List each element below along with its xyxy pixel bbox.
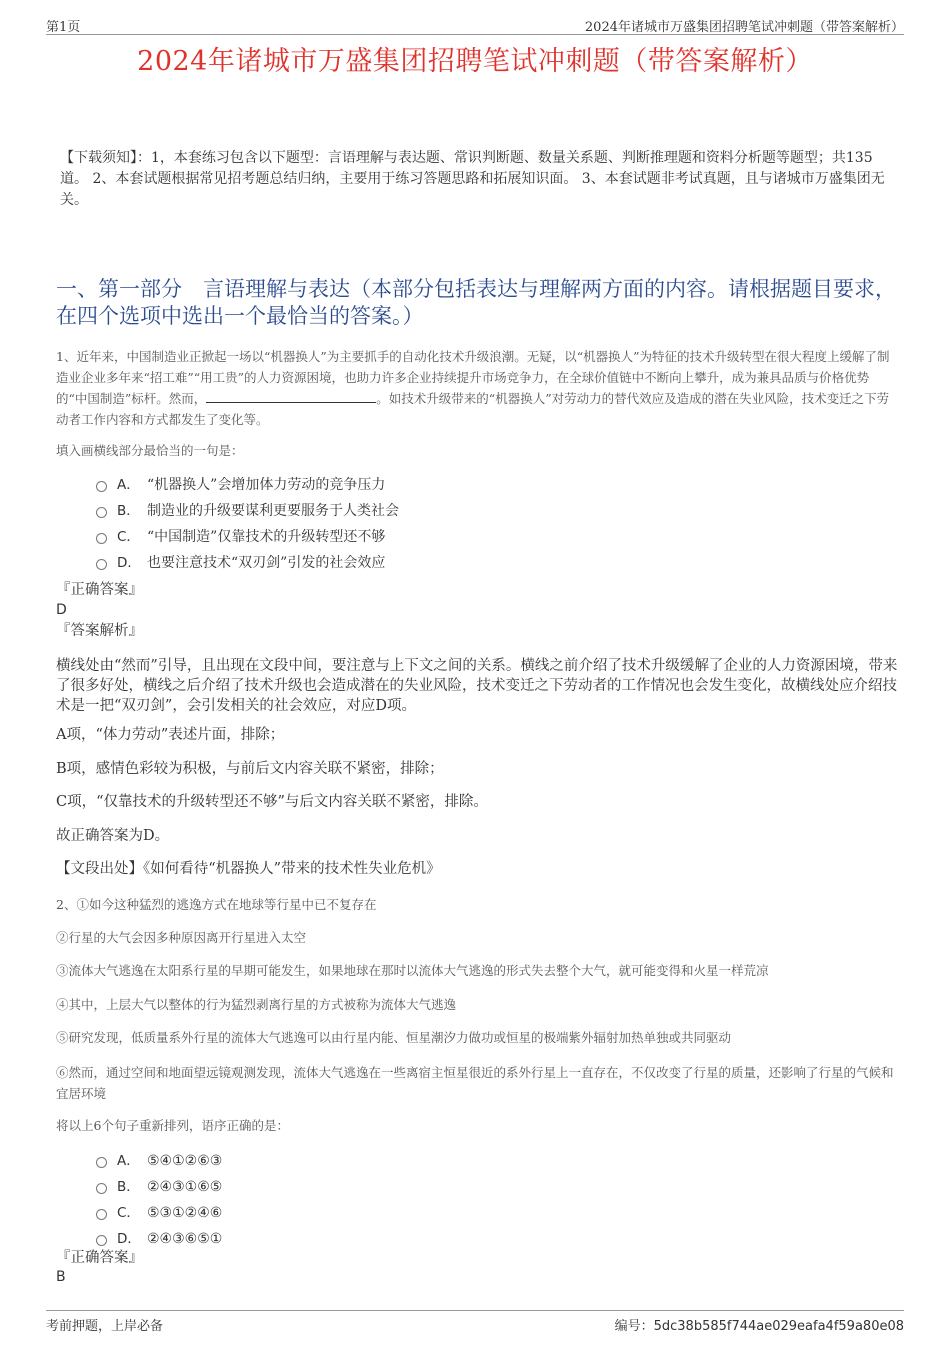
source-citation: 【文段出处】《如何看待“机器换人”带来的技术性失业危机》 — [56, 861, 441, 877]
question-2-sentence: ⑤研究发现，低质量系外行星的流体大气逃逸可以由行星内能、恒星潮汐力做功或恒星的极端紫外辐射加热单独或共同驱动 — [56, 1030, 732, 1045]
option-c[interactable]: C． ⑤③①②④⑥ — [96, 1200, 222, 1226]
question-2-sentence: ⑥然而，通过空间和地面望远镜观测发现，流体大气逃逸在一些离宿主恒星很近的系外行星上一直存在，不仅改变了行星的质量，还影响了行星的气候和宜居环境 — [56, 1065, 894, 1101]
option-text: 制造业的升级要谋利更要服务于人类社会 — [147, 503, 399, 519]
question-2-sentence: 2、①如今这种猛烈的逃逸方式在地球等行星中已不复存在 — [56, 897, 377, 912]
analysis-paragraph: 横线处由“然而”引导，且出现在文段中间，要注意与上下文之间的关系。横线之前介绍了技术升级缓解了企业的人力资源困境，带来了很多好处，横线之后介绍了技术升级也会造成潜在的失业风险，技术变迁之下劳动者的工作情况也会发生变化，故横线处应介绍技术是一把“双刃剑”，会引发相关的社会效应，对应D项。 — [56, 658, 898, 714]
question-1-stem — [56, 346, 900, 430]
question-2-prompt: 将以上6个句子重新排列，语序正确的是： — [56, 1118, 289, 1133]
running-header — [46, 14, 904, 35]
option-text: “中国制造”仅靠技术的升级转型还不够 — [147, 529, 386, 545]
document-title: 2024年诸城市万盛集团招聘笔试冲刺题（带答案解析） — [137, 46, 813, 77]
analysis-label: 『答案解析』 — [56, 623, 143, 639]
analysis-conclusion: 故正确答案为D。 — [56, 828, 170, 844]
radio-icon[interactable] — [96, 481, 107, 492]
analysis-option-a: A项，“体力劳动”表述片面，排除； — [56, 727, 285, 743]
download-notice: 【下载须知】：1，本套练习包含以下题型：言语理解与表达题、常识判断题、数量关系题、判断推理题和资料分析题等题型；共135道。 2、本套试题根据常见招考题总结归纳，主要用于练习答题思路和拓展知识面。 3、本套试题非考试真题，且与诸城市万盛集团无关。 — [60, 150, 885, 208]
option-a[interactable]: A． ⑤④①②⑥③ — [96, 1148, 222, 1174]
option-text: ②④③①⑥⑤ — [147, 1179, 223, 1195]
header-doc-title: 2024年诸城市万盛集团招聘笔试冲刺题（带答案解析） — [584, 20, 904, 35]
radio-icon[interactable] — [96, 1209, 107, 1220]
answer-label: 『正确答案』 — [56, 582, 143, 598]
radio-icon[interactable] — [96, 1235, 107, 1246]
option-text: “机器换人”会增加体力劳动的竞争压力 — [147, 477, 386, 493]
analysis-option-c: C项，“仅靠技术的升级转型还不够”与后文内容关联不紧密，排除。 — [56, 794, 488, 810]
fill-in-blank — [206, 388, 376, 403]
page-footer — [46, 1310, 904, 1334]
option-b[interactable]: B． ②④③①⑥⑤ — [96, 1174, 222, 1200]
option-c[interactable]: C． “中国制造”仅靠技术的升级转型还不够 — [96, 524, 399, 550]
radio-icon[interactable] — [96, 559, 107, 570]
option-text: ⑤③①②④⑥ — [147, 1205, 223, 1221]
option-d[interactable]: D． ②④③⑥⑤① — [96, 1226, 222, 1252]
option-a[interactable]: A． “机器换人”会增加体力劳动的竞争压力 — [96, 472, 399, 498]
answer-value: D — [56, 602, 67, 618]
footer-slogan: 考前押题，上岸必备 — [46, 1319, 164, 1334]
question-1-text-after: 。如技术升级带来的“机器换人”对劳动力的替代效应及造成的潜在失业风险，技术变迁之下劳动者工作内容和方式都发生了变化等。 — [56, 391, 890, 427]
option-text: ⑤④①②⑥③ — [147, 1153, 223, 1169]
question-2-sentence: ②行星的大气会因多种原因离开行星进入太空 — [56, 930, 307, 945]
answer-value: B — [56, 1269, 66, 1285]
question-2-options — [96, 1148, 222, 1252]
question-1-text-before: 1、近年来，中国制造业正掀起一场以“机器换人”为主要抓手的自动化技术升级浪潮。无疑，以“机器换人”为特征的技术升级转型在很大程度上缓解了制造业企业多年来“招工难”“用工贵”的人力资源困境，也助力许多企业持续提升市场竞争力，在全球价值链中不断向上攀升，成为兼具品质与价格优势的“中国制造”标杆。然而， — [56, 349, 890, 406]
option-text: 也要注意技术“双刃剑”引发的社会效应 — [147, 555, 386, 571]
option-d[interactable]: D． 也要注意技术“双刃剑”引发的社会效应 — [96, 550, 399, 576]
section-heading: 一、第一部分 言语理解与表达（本部分包括表达与理解两方面的内容。请根据题目要求，在四个选项中选出一个最恰当的答案。） — [56, 277, 896, 328]
question-1-options — [96, 472, 399, 576]
option-b[interactable]: B． 制造业的升级要谋利更要服务于人类社会 — [96, 498, 399, 524]
analysis-option-b: B项，感情色彩较为积极，与前后文内容关联不紧密，排除； — [56, 761, 444, 777]
page-number: 第1页 — [46, 20, 81, 35]
radio-icon[interactable] — [96, 533, 107, 544]
radio-icon[interactable] — [96, 1183, 107, 1194]
option-text: ②④③⑥⑤① — [147, 1231, 223, 1247]
question-2-sentence: ③流体大气逃逸在太阳系行星的早期可能发生，如果地球在那时以流体大气逃逸的形式失去整个大气，就可能变得和火星一样荒凉 — [56, 963, 769, 978]
radio-icon[interactable] — [96, 507, 107, 518]
footer-serial: 编号：5dc38b585f744ae029eafa4f59a80e08 — [614, 1319, 904, 1334]
radio-icon[interactable] — [96, 1157, 107, 1168]
question-2-sentence: ④其中，上层大气以整体的行为猛烈剥离行星的方式被称为流体大气逃逸 — [56, 997, 457, 1012]
question-1-prompt: 填入画横线部分最恰当的一句是： — [56, 443, 244, 458]
answer-label: 『正确答案』 — [56, 1250, 143, 1266]
